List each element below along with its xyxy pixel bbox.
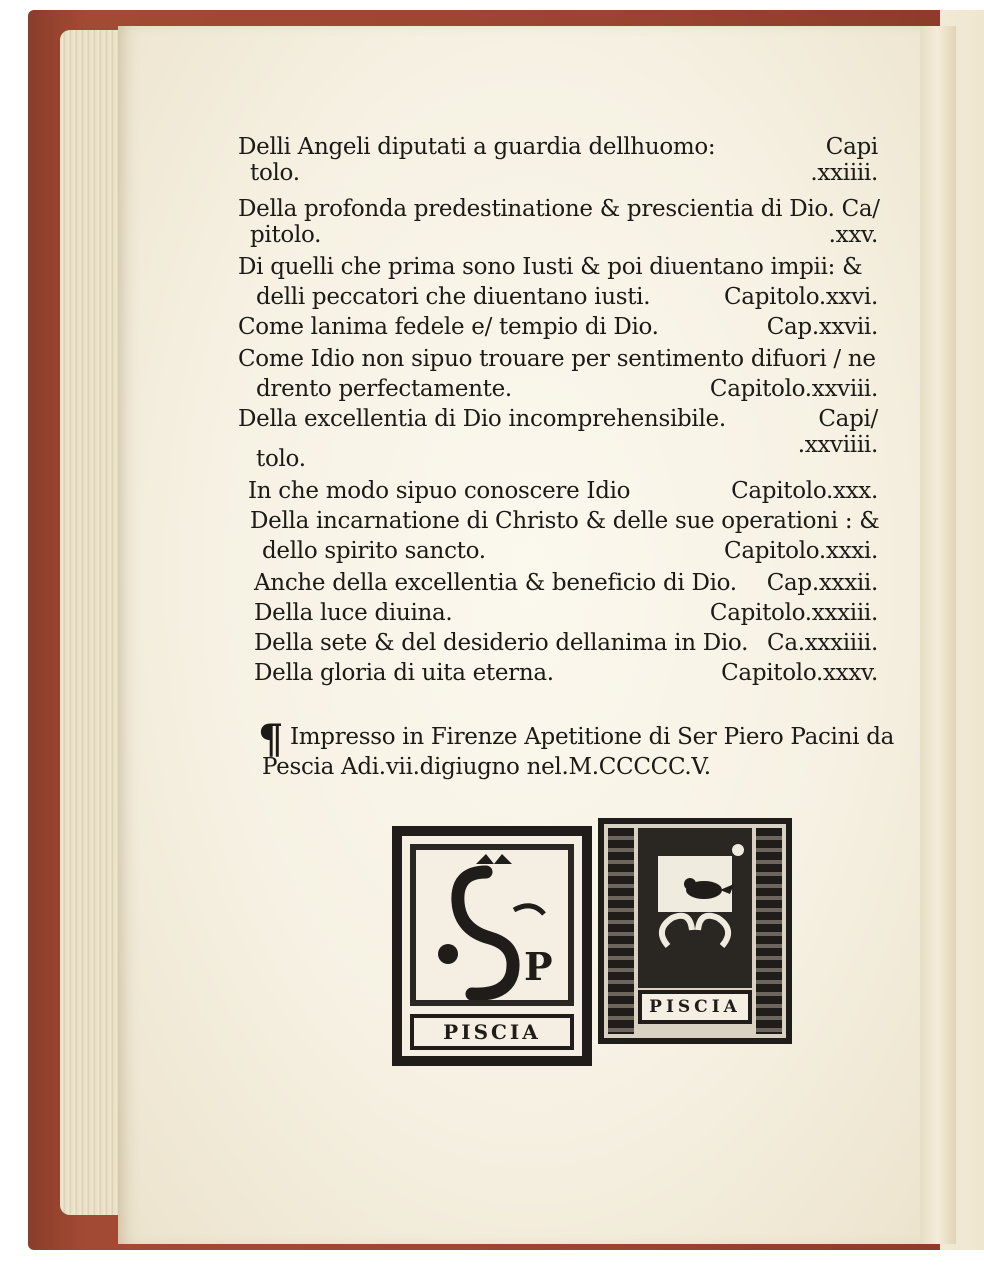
toc-entry [238,346,878,380]
toc-entry [238,406,878,440]
toc-entry [238,660,878,694]
toc-title: Della excellentia di Dio incomprehensibile. [238,406,726,432]
toc-ref: Capitolo.xxxv. [721,660,878,686]
printer-mark-left [392,826,592,1066]
toc-entry [238,478,878,512]
toc-ref: Capitolo.xxxiii. [709,600,878,626]
toc-entry [238,376,878,410]
colophon-line-1: Impresso in Firenze Apetitione di Ser Piero Pacini da [290,724,895,750]
toc-entry [238,222,878,256]
dragon-s-icon [416,850,568,1000]
toc-ref: Cap.xxxii. [766,570,878,596]
mark-caption: PISCIA [443,1020,541,1044]
printer-mark-right [598,818,792,1044]
toc-ref: .xxviiii. [797,432,878,458]
toc-title: Della profonda predestinatione & prescientia di Dio. Ca/ [238,196,880,222]
bird-tree-icon [638,828,752,988]
toc-entry [238,160,878,194]
toc-entry [238,570,878,604]
toc-title: Come lanima fedele e/ tempio di Dio. [238,314,659,340]
toc-title: tolo. [256,446,306,472]
toc-title: delli peccatori che diuentano iusti. [256,284,651,310]
toc-ref: Cap.xxvii. [766,314,878,340]
toc-ref: Capitolo.xxviii. [709,376,878,402]
toc-ref: .xxv. [828,222,878,248]
toc-ref: Capitolo.xxx. [731,478,878,504]
toc-title: Della incarnatione di Christo & delle sue operationi : & [250,508,880,534]
toc-title: Di quelli che prima sono Iusti & poi diuentano impii: & [238,254,863,280]
toc-title: Della sete & del desiderio dellanima in Dio. [254,630,749,656]
toc-title: Della gloria di uita eterna. [254,660,554,686]
toc-ref: Capitolo.xxvi. [724,284,878,310]
toc-title: Delli Angeli diputati a guardia dellhuomo: [238,134,716,160]
toc-entry [238,508,878,542]
toc-title: Della luce diuina. [254,600,453,626]
toc-title: pitolo. [250,222,322,248]
colophon-line-2: Pescia Adi.vii.digiugno nel.M.CCCCC.V. [262,754,711,780]
toc-ref: Capi [825,134,878,160]
mark-caption: PISCIA [649,997,741,1017]
toc-title: tolo. [250,160,300,186]
page-gutter [920,26,956,1244]
toc-ref: Capitolo.xxxi. [724,538,878,564]
toc-entry [238,538,878,572]
toc-title: drento perfectamente. [256,376,512,402]
toc-title: Anche della excellentia & beneficio di Dio. [254,570,737,596]
toc-entry [238,254,878,288]
toc-entry [238,600,878,634]
toc-entry [238,630,878,664]
toc-title: Come Idio non sipuo trouare per sentimento difuori / ne [238,346,876,372]
toc-entry [238,284,878,318]
toc-title: dello spirito sancto. [262,538,486,564]
pilcrow-icon: ¶ [258,716,284,763]
toc-ref: Ca.xxxiiii. [767,630,878,656]
toc-ref: .xxiiii. [810,160,878,186]
toc-entry [238,432,878,480]
toc-entry [238,314,878,348]
toc-ref: Capi/ [818,406,878,432]
toc-title: In che modo sipuo conoscere Idio [248,478,631,504]
svg-text:P: P [524,944,553,989]
